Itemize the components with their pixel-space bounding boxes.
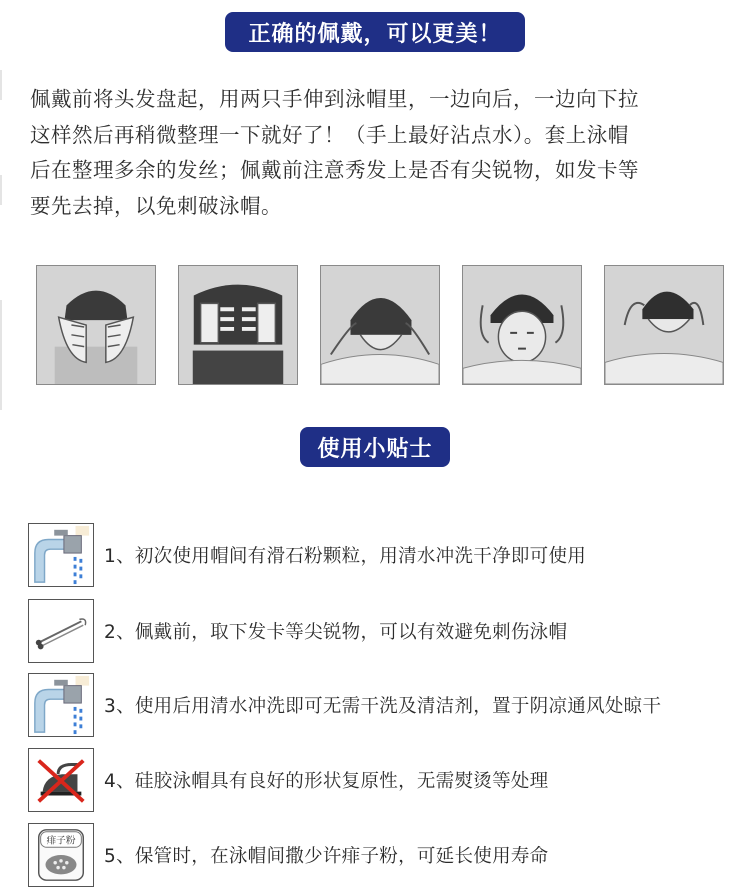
wear-instructions <box>30 82 730 224</box>
list-item <box>28 748 748 812</box>
paragraph-line: 后在整理多余的发丝；佩戴前注意秀发上是否有尖锐物，如发卡等 <box>30 158 639 182</box>
section-title-wear: 正确的佩戴，可以更美！ <box>225 12 525 52</box>
paragraph-line: 佩戴前将头发盘起，用两只手伸到泳帽里，一边向后，一边向下拉 <box>30 87 639 111</box>
tip-text: 4、硅胶泳帽具有良好的形状复原性，无需熨烫等处理 <box>104 771 549 792</box>
edge-divider <box>0 70 2 100</box>
hands-in-cap-illustration <box>36 265 156 385</box>
tip-text: 1、初次使用帽间有滑石粉颗粒，用清水冲洗干净即可使用 <box>104 546 587 567</box>
section-title-tips: 使用小贴士 <box>300 427 450 467</box>
hairpin-icon <box>28 599 94 663</box>
paragraph-line: 要先去掉，以免刺破泳帽。 <box>30 193 282 218</box>
tip-text: 3、使用后用清水冲洗即可无需干洗及清洁剂，置于阴凉通风处晾干 <box>104 696 662 717</box>
faucet-icon <box>28 673 94 737</box>
list-item <box>28 523 748 587</box>
cap-on-front-illustration <box>462 265 582 385</box>
stretch-cap-illustration <box>178 265 298 385</box>
list-item <box>28 823 748 887</box>
paragraph-line: 这样然后再稍微整理一下就好了！（手上最好沾点水）。套上泳帽 <box>30 122 629 147</box>
tip-text: 2、佩戴前，取下发卡等尖锐物，可以有效避免刺伤泳帽 <box>104 622 568 643</box>
pull-cap-over-illustration <box>320 265 440 385</box>
tip-text: 5、保管时，在泳帽间撒少许痱子粉，可延长使用寿命 <box>104 846 549 867</box>
no-iron-icon <box>28 748 94 812</box>
list-item <box>28 599 748 663</box>
adjust-cap-back-illustration <box>604 265 724 385</box>
edge-divider <box>0 300 2 410</box>
powder-label: 痱子粉 <box>46 835 76 847</box>
faucet-icon <box>28 523 94 587</box>
powder-icon <box>28 823 94 887</box>
list-item <box>28 673 748 737</box>
edge-divider <box>0 175 2 205</box>
